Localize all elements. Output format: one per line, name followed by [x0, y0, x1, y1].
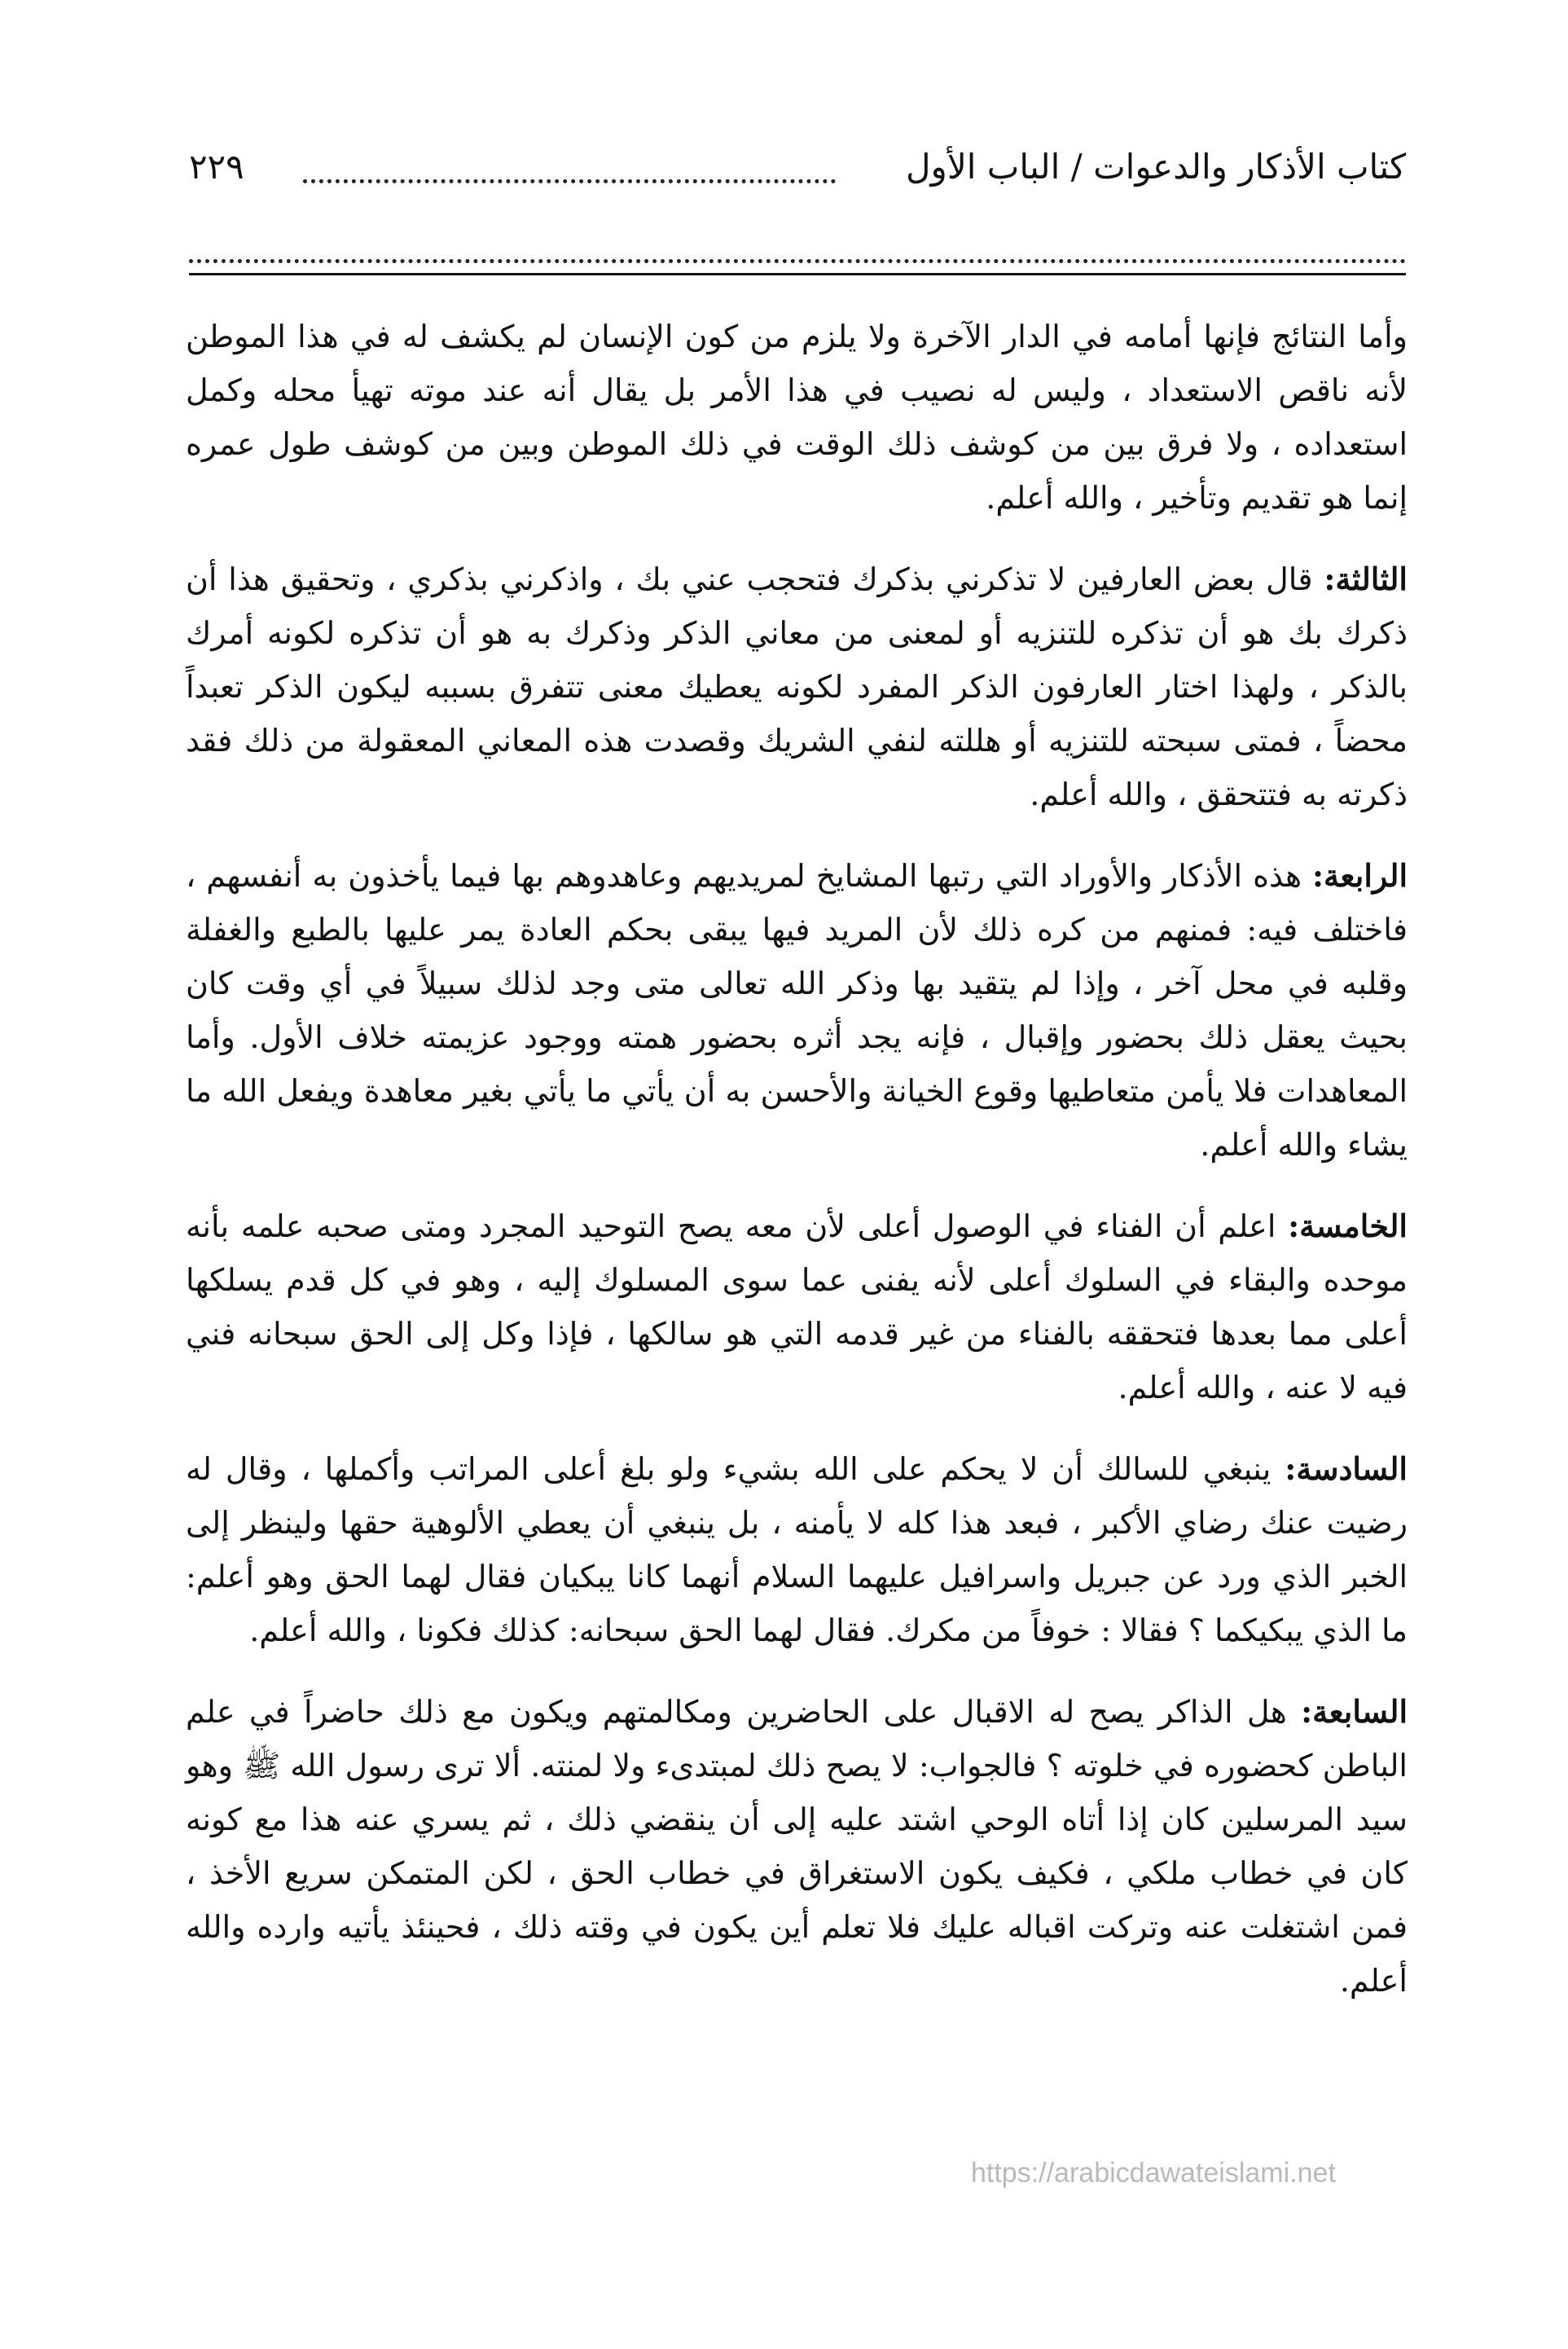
paragraph-text: قال بعض العارفين لا تذكرني بذكرك فتحجب عني بك ، واذكرني بذكري ، وتحقيق هذا أن ذكرك بك هو أن تذكره للتنزيه أو لمعنى من معاني الذكر وذكرك به هو أن تذكره لكونه أمرك بالذكر ، ولهذا اختار العارفون الذكر المفرد لكونه يعطيك معنى تتفرق بسببه ليكون الذكر تعبداً محضاً ، فمتى سبحته للتنزيه أو هللته لنفي الشريك وقصدت هذه المعاني المعقولة من ذلك فقد ذكرته به فتتحقق ، والله أعلم.: [186, 561, 1408, 812]
running-title: كتاب الأذكار والدعوات / الباب الأول: [906, 147, 1406, 187]
paragraph-lead: السابعة:: [1301, 1693, 1408, 1730]
paragraph-lead: الخامسة:: [1288, 1207, 1408, 1244]
paragraph-seventh: [186, 1685, 1408, 2008]
paragraph-fourth: [186, 849, 1408, 1172]
header-leader-dots: [303, 179, 836, 183]
paragraph-third: [186, 552, 1408, 821]
paragraph-text: اعلم أن الفناء في الوصول أعلى لأن معه يصح التوحيد المجرد ومتى صحبه علمه بأنه موحده والبقاء في السلوك أعلى لأنه يفنى عما سوى المسلوك إليه ، وهو في كل قدم يسلكها أعلى مما بعدها فتحققه بالفناء من غير قدمه التي هو سالكها ، فإذا وكل إلى الحق سبحانه فني فيه لا عنه ، والله أعلم.: [186, 1208, 1408, 1405]
paragraph-text: ينبغي للسالك أن لا يحكم على الله بشيء ولو بلغ أعلى المراتب وأكملها ، وقال له رضيت عنك رضاي الأكبر ، فبعد هذا كله لا يأمنه ، بل ينبغي أن يعطي الألوهية حقها ولينظر إلى الخبر الذي ورد عن جبريل واسرافيل عليهما السلام أنهما كانا يبكيان فقال لهما الحق وهو أعلم: ما الذي يبكيكما ؟ فقالا : خوفاً من مكرك. فقال لهما الحق سبحانه: كذلك فكونا ، والله أعلم.: [186, 1451, 1408, 1648]
paragraph-intro: [186, 310, 1408, 525]
header-rule: [189, 273, 1406, 275]
paragraph-lead: الرابعة:: [1312, 857, 1408, 894]
page-header: [189, 139, 1406, 196]
page-number: ٢٢٩: [189, 147, 244, 187]
paragraph-fifth: [186, 1199, 1408, 1414]
watermark-url: https://arabicdawateislami.net: [971, 2158, 1336, 2188]
paragraph-text: هل الذاكر يصح له الاقبال على الحاضرين ومكالمتهم ويكون مع ذلك حاضراً في علم الباطن كحضوره في خلوته ؟ فالجواب: لا يصح ذلك لمبتدىء ولا لمنته. ألا ترى رسول الله ﷺ وهو سيد المرسلين كان إذا أتاه الوحي اشتد عليه إلى أن ينقضي ذلك ، ثم يسري عنه هذا مع كونه كان في خطاب ملكي ، فكيف يكون الاستغراق في خطاب الحق ، لكن المتمكن سريع الأخذ ، فمن اشتغلت عنه وتركت اقباله عليك فلا تعلم أين يكون في وقته ذلك ، فحينئذ يأتيه وارده والله أعلم.: [186, 1694, 1408, 1999]
paragraph-text: هذه الأذكار والأوراد التي رتبها المشايخ لمريديهم وعاهدوهم بها فيما يأخذون به أنفسهم ، فاختلف فيه: فمنهم من كره ذلك لأن المريد فيها يبقى بحكم العادة يمر عليها بالطبع والغفلة وقلبه في محل آخر ، وإذا لم يتقيد بها وذكر الله تعالى متى وجد لذلك سبيلاً في أي وقت كان بحيث يعقل ذلك بحضور وإقبال ، فإنه يجد أثره بحضور همته ووجود عزيمته خلاف الأول. وأما المعاهدات فلا يأمن متعاطيها وقوع الخيانة والأحسن به أن يأتي ما يأتي بغير معاهدة ويفعل الله ما يشاء والله أعلم.: [186, 858, 1408, 1163]
paragraph-lead: الثالثة:: [1324, 561, 1408, 597]
paragraph-sixth: [186, 1442, 1408, 1657]
header-dotted-rule: [189, 259, 1406, 263]
paragraph-lead: السادسة:: [1285, 1450, 1408, 1487]
paragraph-text: وأما النتائج فإنها أمامه في الدار الآخرة ولا يلزم من كون الإنسان لم يكشف له في هذا الموطن لأنه ناقص الاستعداد ، وليس له نصيب في هذا الأمر بل يقال أنه عند موته تهيأ محله وكمل استعداده ، ولا فرق بين من كوشف ذلك الوقت في ذلك الموطن وبين من كوشف طول عمره إنما هو تقديم وتأخير ، والله أعلم.: [186, 319, 1408, 516]
page-body: [186, 310, 1408, 2035]
